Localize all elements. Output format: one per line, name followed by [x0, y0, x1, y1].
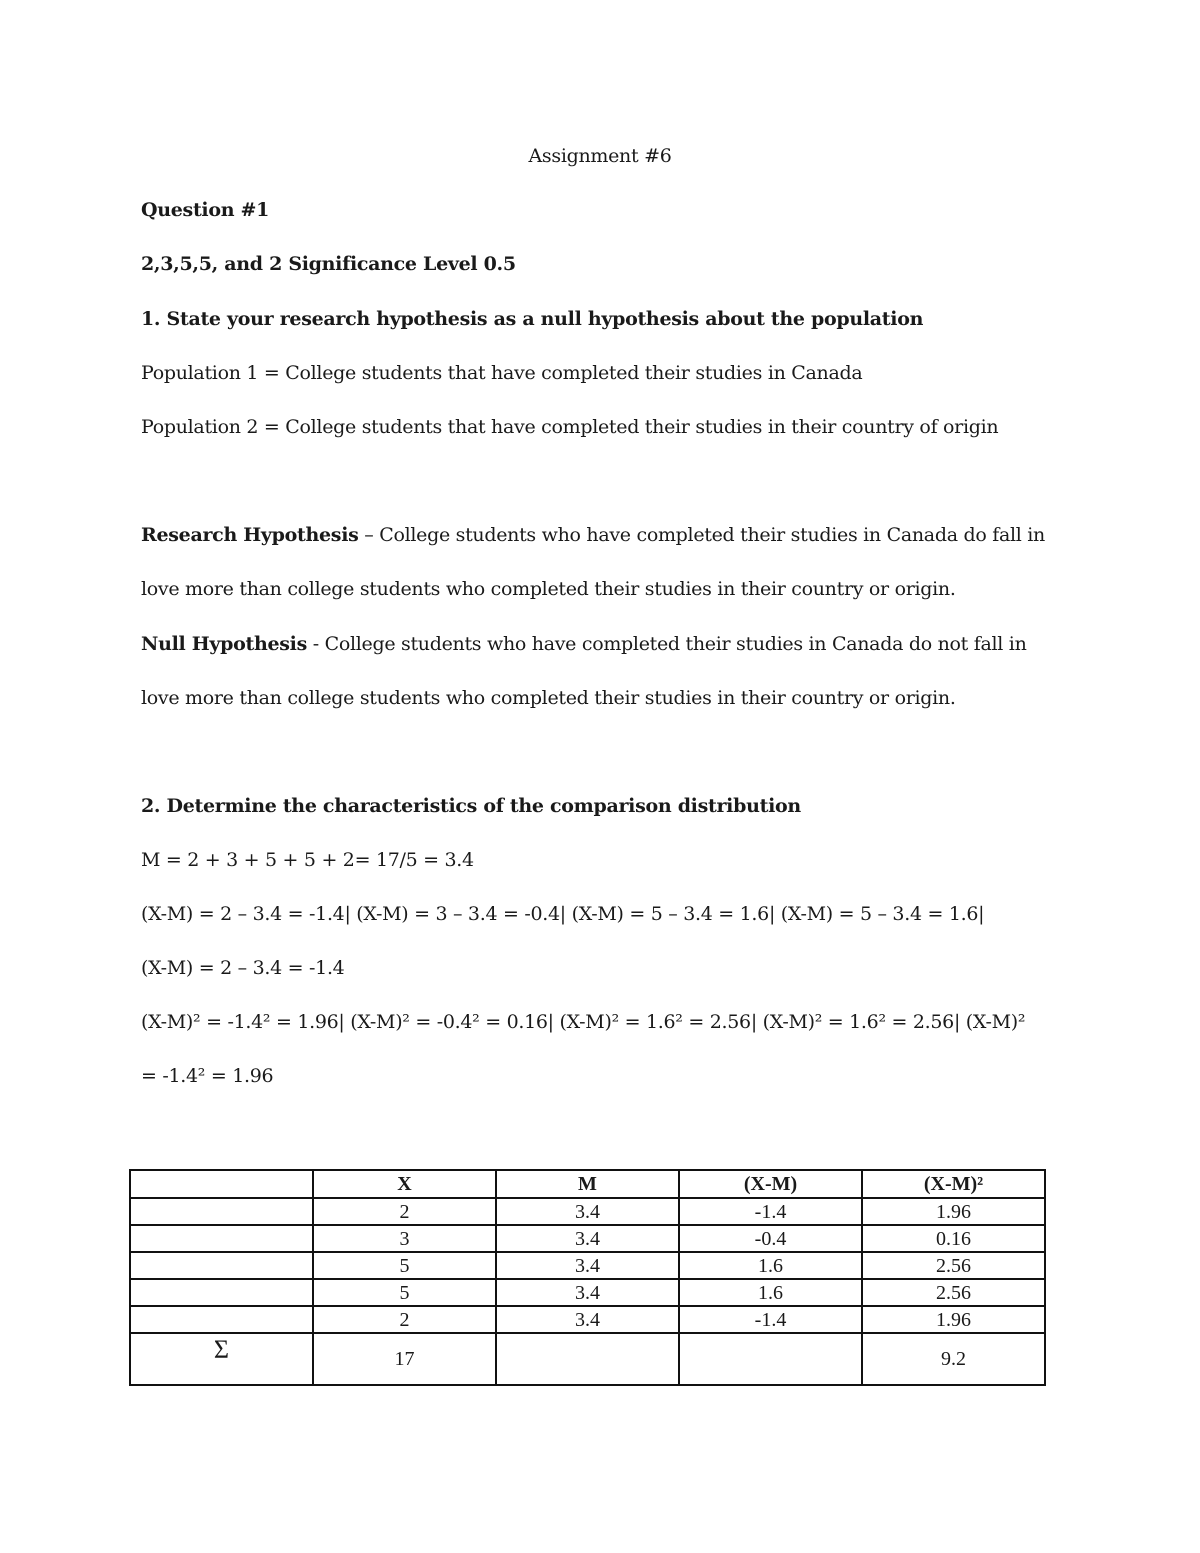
table-cell: 5 [313, 1252, 496, 1279]
table-cell [130, 1252, 313, 1279]
question-heading: Question #1 [141, 199, 270, 221]
table-cell [130, 1306, 313, 1333]
null-hypothesis [141, 632, 1027, 656]
table-cell: 3.4 [496, 1279, 679, 1306]
table-cell: 3.4 [496, 1198, 679, 1225]
table-cell: 1.6 [679, 1279, 862, 1306]
table-row [130, 1252, 1045, 1279]
table-cell: 3.4 [496, 1306, 679, 1333]
sum-symbol-cell [130, 1333, 313, 1385]
table-cell: 17 [313, 1333, 496, 1385]
table-cell: -1.4 [679, 1306, 862, 1333]
table-header-cell: X [313, 1170, 496, 1198]
table-cell: -0.4 [679, 1225, 862, 1252]
sigma-symbol: Σ [213, 1335, 230, 1364]
table-header-cell: (X-M) [679, 1170, 862, 1198]
mean-calculation: M = 2 + 3 + 5 + 5 + 2= 17/5 = 3.4 [141, 849, 474, 871]
table-header-cell: (X-M)² [862, 1170, 1045, 1198]
population-1: Population 1 = College students that have completed their studies in Canada [141, 362, 863, 384]
table-cell: 2 [313, 1306, 496, 1333]
table-cell [130, 1225, 313, 1252]
table-cell: 2.56 [862, 1279, 1045, 1306]
research-hypothesis-text: – College students who have completed their studies in Canada do fall in [358, 524, 1045, 546]
table-cell: 3.4 [496, 1225, 679, 1252]
research-hypothesis-cont: love more than college students who completed their studies in their country or origin. [141, 578, 956, 600]
table-cell: 0.16 [862, 1225, 1045, 1252]
table-cell: 5 [313, 1279, 496, 1306]
table-header-cell: M [496, 1170, 679, 1198]
table-cell: 1.96 [862, 1306, 1045, 1333]
table-header-cell [130, 1170, 313, 1198]
deviation-line-2: (X-M) = 2 – 3.4 = -1.4 [141, 957, 345, 979]
table-row [130, 1198, 1045, 1225]
calculation-table [129, 1169, 1046, 1386]
table-cell [130, 1279, 313, 1306]
null-hypothesis-label: Null Hypothesis [141, 633, 307, 655]
table-cell: 3.4 [496, 1252, 679, 1279]
table-sum-row [130, 1333, 1045, 1385]
table-cell: 1.6 [679, 1252, 862, 1279]
squared-deviation-line-2: = -1.4² = 1.96 [141, 1065, 274, 1087]
deviation-line-1: (X-M) = 2 – 3.4 = -1.4| (X-M) = 3 – 3.4 = -0.4| (X-M) = 5 – 3.4 = 1.6| (X-M) = 5 – 3.4 = 1.6| [141, 903, 985, 925]
null-hypothesis-text: - College students who have completed their studies in Canada do not fall in [306, 633, 1027, 655]
squared-deviation-line-1: (X-M)² = -1.4² = 1.96| (X-M)² = -0.4² = 0.16| (X-M)² = 1.6² = 2.56| (X-M)² = 1.6² = 2.56| (X-M)² [141, 1011, 1026, 1033]
research-hypothesis-label: Research Hypothesis [141, 524, 359, 546]
research-hypothesis [141, 523, 1045, 547]
table-row [130, 1279, 1045, 1306]
step2-heading: 2. Determine the characteristics of the comparison distribution [141, 795, 801, 817]
table-row [130, 1225, 1045, 1252]
table-cell: 9.2 [862, 1333, 1045, 1385]
document-title: Assignment #6 [528, 145, 672, 167]
population-2: Population 2 = College students that have completed their studies in their country of origin [141, 416, 999, 438]
null-hypothesis-cont: love more than college students who completed their studies in their country or origin. [141, 687, 956, 709]
table-cell: 1.96 [862, 1198, 1045, 1225]
table-cell: -1.4 [679, 1198, 862, 1225]
table-row [130, 1306, 1045, 1333]
table-cell: 2.56 [862, 1252, 1045, 1279]
table-header-row [130, 1170, 1045, 1198]
table-cell [130, 1198, 313, 1225]
table-cell [679, 1333, 862, 1385]
data-line: 2,3,5,5, and 2 Significance Level 0.5 [141, 253, 516, 275]
table-cell: 3 [313, 1225, 496, 1252]
step1-heading: 1. State your research hypothesis as a null hypothesis about the population [141, 308, 924, 330]
table-cell: 2 [313, 1198, 496, 1225]
table-cell [496, 1333, 679, 1385]
